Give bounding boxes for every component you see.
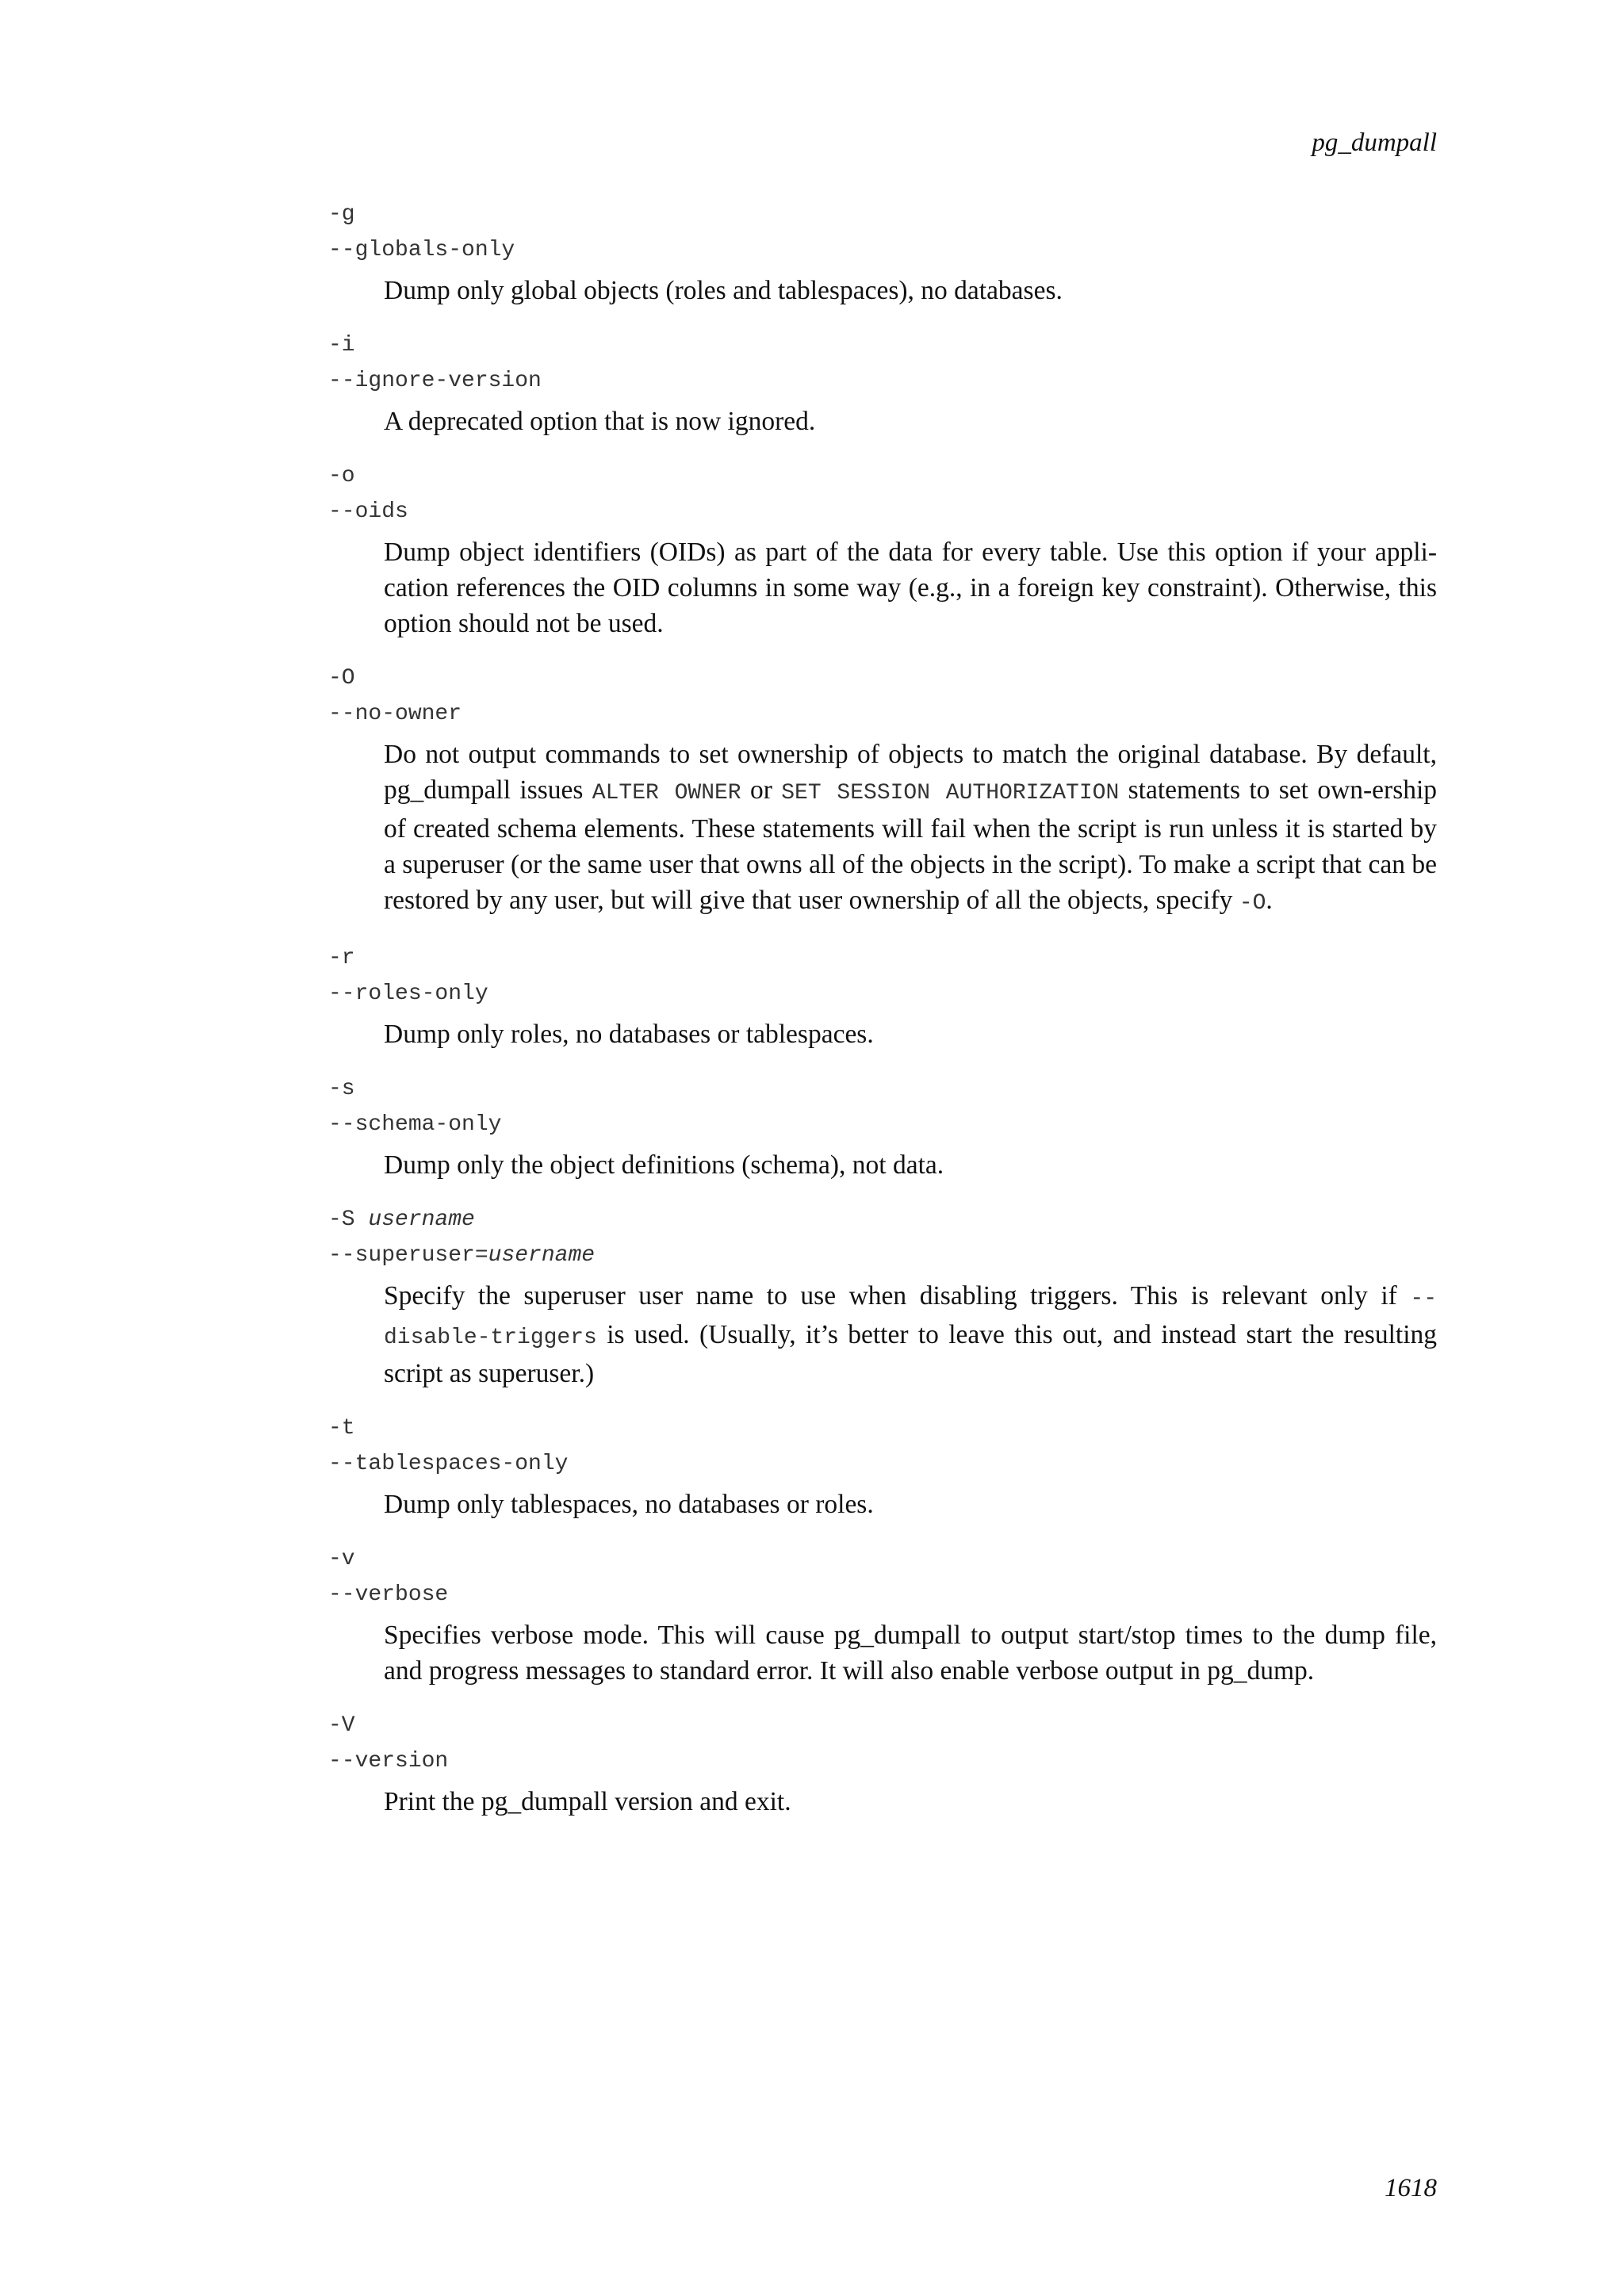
option-superuser — [328, 1202, 1437, 1391]
option-description: Specifies verbose mode. This will cause pg_dumpall to output start/stop times to the dump file, and progress messages to standard error. It will also enable verbose output in pg_dump. — [384, 1621, 1437, 1686]
option-description: Dump only global objects (roles and tablespaces), no databases. — [384, 276, 1063, 305]
inline-code: -O — [1239, 891, 1266, 916]
option-long-flag: --tablespaces-only — [328, 1452, 569, 1476]
option-description — [384, 737, 1437, 921]
flag-name: --superuser= — [328, 1243, 488, 1268]
option-schema-only — [328, 1071, 1437, 1183]
option-description: Dump only tablespaces, no databases or roles. — [384, 1490, 874, 1519]
option-long-flag: --no-owner — [328, 702, 462, 726]
inline-code: --disable-triggers — [384, 1287, 1437, 1350]
option-short-flag: -t — [328, 1416, 355, 1441]
option-short-flag: -r — [328, 946, 355, 970]
option-short-flag: -v — [328, 1547, 355, 1571]
option-description: A deprecated option that is now ignored. — [384, 407, 816, 436]
description-text: statements to set own-ership of created schema elements. These statements will fail when the script is run unless it is started by a superuser (or the same user that owns all of the objects in the script). To make a script that can be restored by any user, but will give that user ownership of all the objects, specify — [384, 775, 1438, 915]
option-long-flag: --globals-only — [328, 238, 515, 262]
option-short-flag: -V — [328, 1713, 355, 1738]
option-description — [384, 1278, 1437, 1391]
flag-argument: username — [368, 1207, 475, 1232]
option-short-flag: -s — [328, 1077, 355, 1101]
option-short-flag: -i — [328, 333, 355, 358]
option-verbose — [328, 1541, 1437, 1689]
option-long-flag: --ignore-version — [328, 369, 542, 393]
description-text: . — [1266, 886, 1273, 915]
option-version — [328, 1708, 1437, 1820]
option-roles-only — [328, 940, 1437, 1052]
option-long-flag: --version — [328, 1749, 449, 1774]
option-long-flag: --verbose — [328, 1582, 449, 1607]
option-short-flag: -g — [328, 202, 355, 227]
option-long-flag: --schema-only — [328, 1112, 502, 1137]
flag-argument: username — [488, 1243, 596, 1268]
option-long-flag — [328, 1238, 1437, 1273]
option-short-flag — [328, 1202, 1437, 1238]
option-short-flag: -o — [328, 464, 355, 488]
option-description: Dump object identifiers (OIDs) as part of the data for every table. Use this option if your appli-cation references the OID columns in some way (e.g., in a foreign key constraint). Otherwise, this option should not be used. — [384, 538, 1437, 638]
option-ignore-version — [328, 327, 1437, 439]
option-globals-only — [328, 197, 1437, 308]
flag-name: -S — [328, 1207, 355, 1232]
description-text: Specify the superuser user name to use when disabling triggers. This is relevant only if — [384, 1281, 1397, 1311]
inline-code: ALTER OWNER — [592, 781, 741, 806]
description-text: or — [749, 775, 772, 805]
option-oids — [328, 458, 1437, 641]
inline-code: SET SESSION AUTHORIZATION — [781, 781, 1120, 806]
option-short-flag: -O — [328, 666, 355, 691]
option-description: Print the pg_dumpall version and exit. — [384, 1787, 791, 1816]
description-text: Do not output commands to set ownership of objects to match the original database. By default, pg_dumpall issues — [384, 740, 1437, 805]
option-long-flag: --oids — [328, 499, 408, 524]
description-text: is used. (Usually, it’s better to leave this out, and instead start the resulting script as superuser.) — [384, 1320, 1438, 1388]
page-number: 1618 — [1385, 2174, 1437, 2202]
option-description: Dump only the object definitions (schema), not data. — [384, 1150, 944, 1180]
option-list — [328, 197, 1437, 1839]
option-description: Dump only roles, no databases or tablespaces. — [384, 1020, 874, 1049]
running-header-title: pg_dumpall — [1312, 128, 1437, 157]
option-tablespaces-only — [328, 1410, 1437, 1522]
option-long-flag: --roles-only — [328, 982, 488, 1006]
option-no-owner — [328, 660, 1437, 921]
